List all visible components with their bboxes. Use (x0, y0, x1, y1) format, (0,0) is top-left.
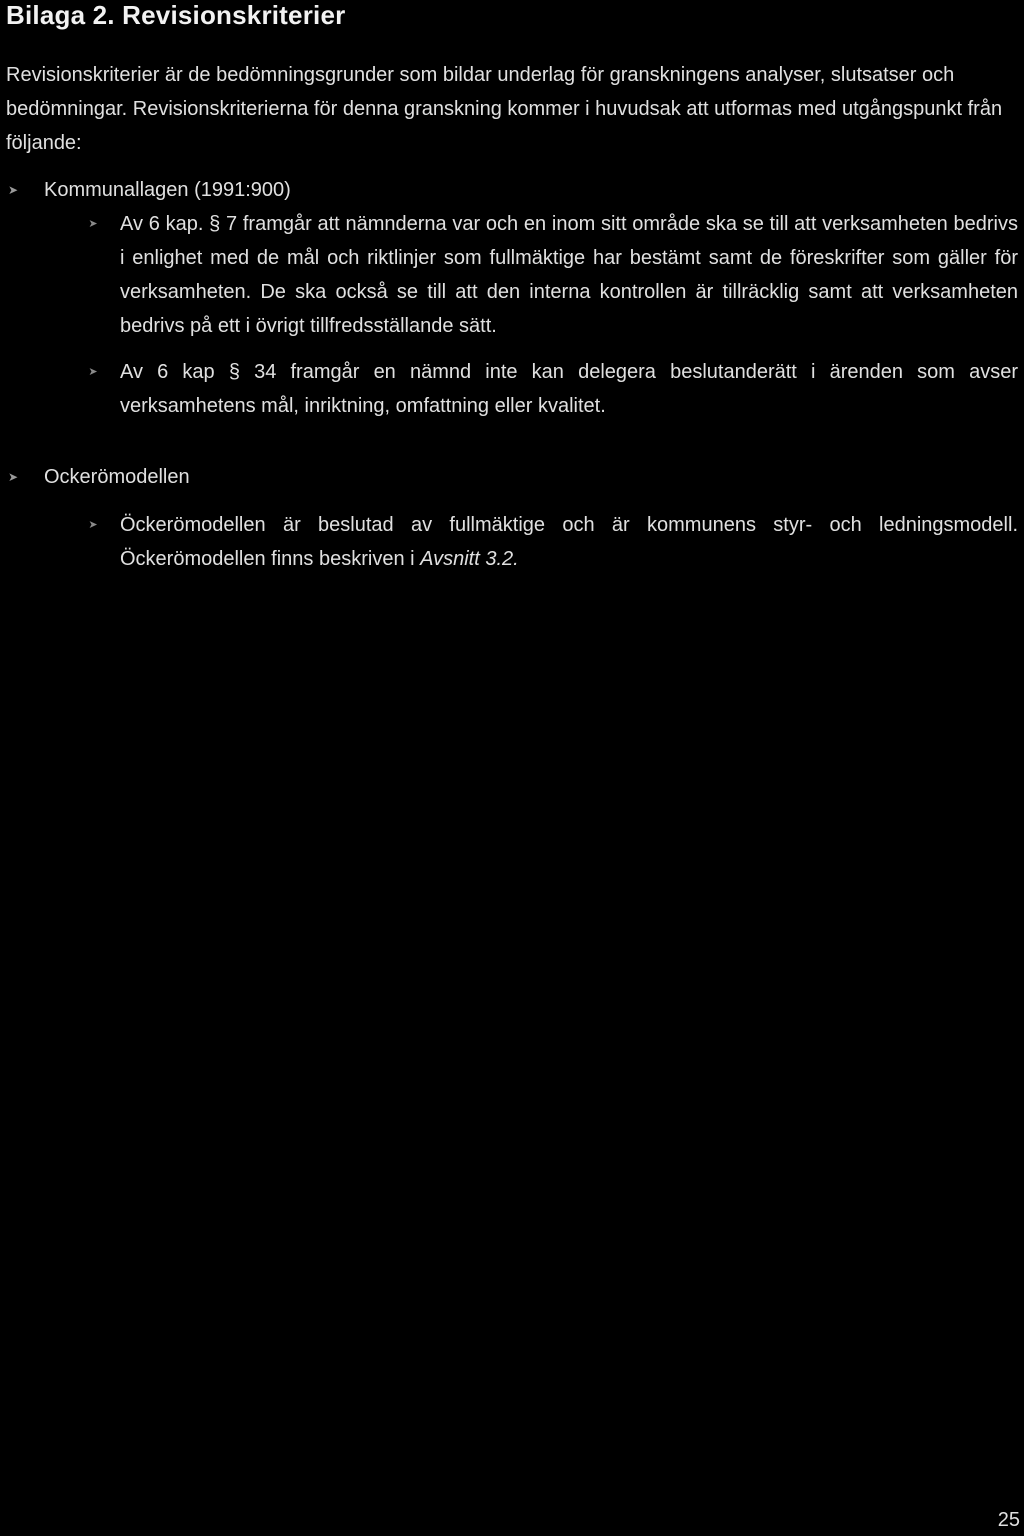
sub-item-6-kap-34 (84, 355, 1018, 423)
sub-item-ockeromodellen (84, 508, 1018, 576)
list-item-label: Kommunallagen (1991:900) (44, 179, 291, 201)
criteria-list-ockeromodellen (6, 460, 1018, 576)
section-reference: Avsnitt 3.2. (420, 548, 519, 570)
intro-paragraph: Revisionskriterier är de bedömningsgrunder som bildar underlag för granskningens analyser, slutsatser och bedömningar. Revisionskriterierna för denna granskning kommer i huvudsak att utformas med utgångspunkt från följande: (6, 64, 1003, 154)
arrow-bullet-icon: ➤ (7, 470, 19, 484)
list-item-label: Ockerömodellen (44, 466, 190, 488)
page-number: 25 (997, 1509, 1020, 1531)
page-heading: Bilaga 2. Revisionskriterier (6, 0, 346, 30)
criteria-list-kommunallagen (6, 173, 1018, 423)
sub-item-text: Av 6 kap. § 7 framgår att nämnderna var och en inom sitt område ska se till att verksamheten bedrivs i enlighet med de mål och riktlinjer som fullmäktige har bestämt samt de föreskrifter som gäller för verksamheten. De ska också se till att den interna kontrollen är tillräcklig samt att verksamheten bedrivs på ett i övrigt tillfredsställande sätt. (120, 213, 1018, 337)
sub-item-text: Av 6 kap § 34 framgår en nämnd inte kan delegera beslutanderätt i ärenden som avser verksamhetens mål, inriktning, omfattning eller kvalitet. (120, 361, 1018, 417)
sub-item-text: Öckerömodellen är beslutad av fullmäktige och är kommunens styr- och ledningsmodell. Öckerömodellen finns beskriven i (120, 514, 1018, 570)
arrow-bullet-icon: ➤ (88, 519, 98, 531)
arrow-bullet-icon: ➤ (7, 183, 19, 197)
list-item-ockeromodellen (6, 460, 1018, 494)
list-item-kommunallagen (6, 173, 1018, 207)
arrow-bullet-icon: ➤ (88, 218, 98, 230)
arrow-bullet-icon: ➤ (88, 366, 98, 378)
sub-item-6-kap-7 (84, 207, 1018, 343)
